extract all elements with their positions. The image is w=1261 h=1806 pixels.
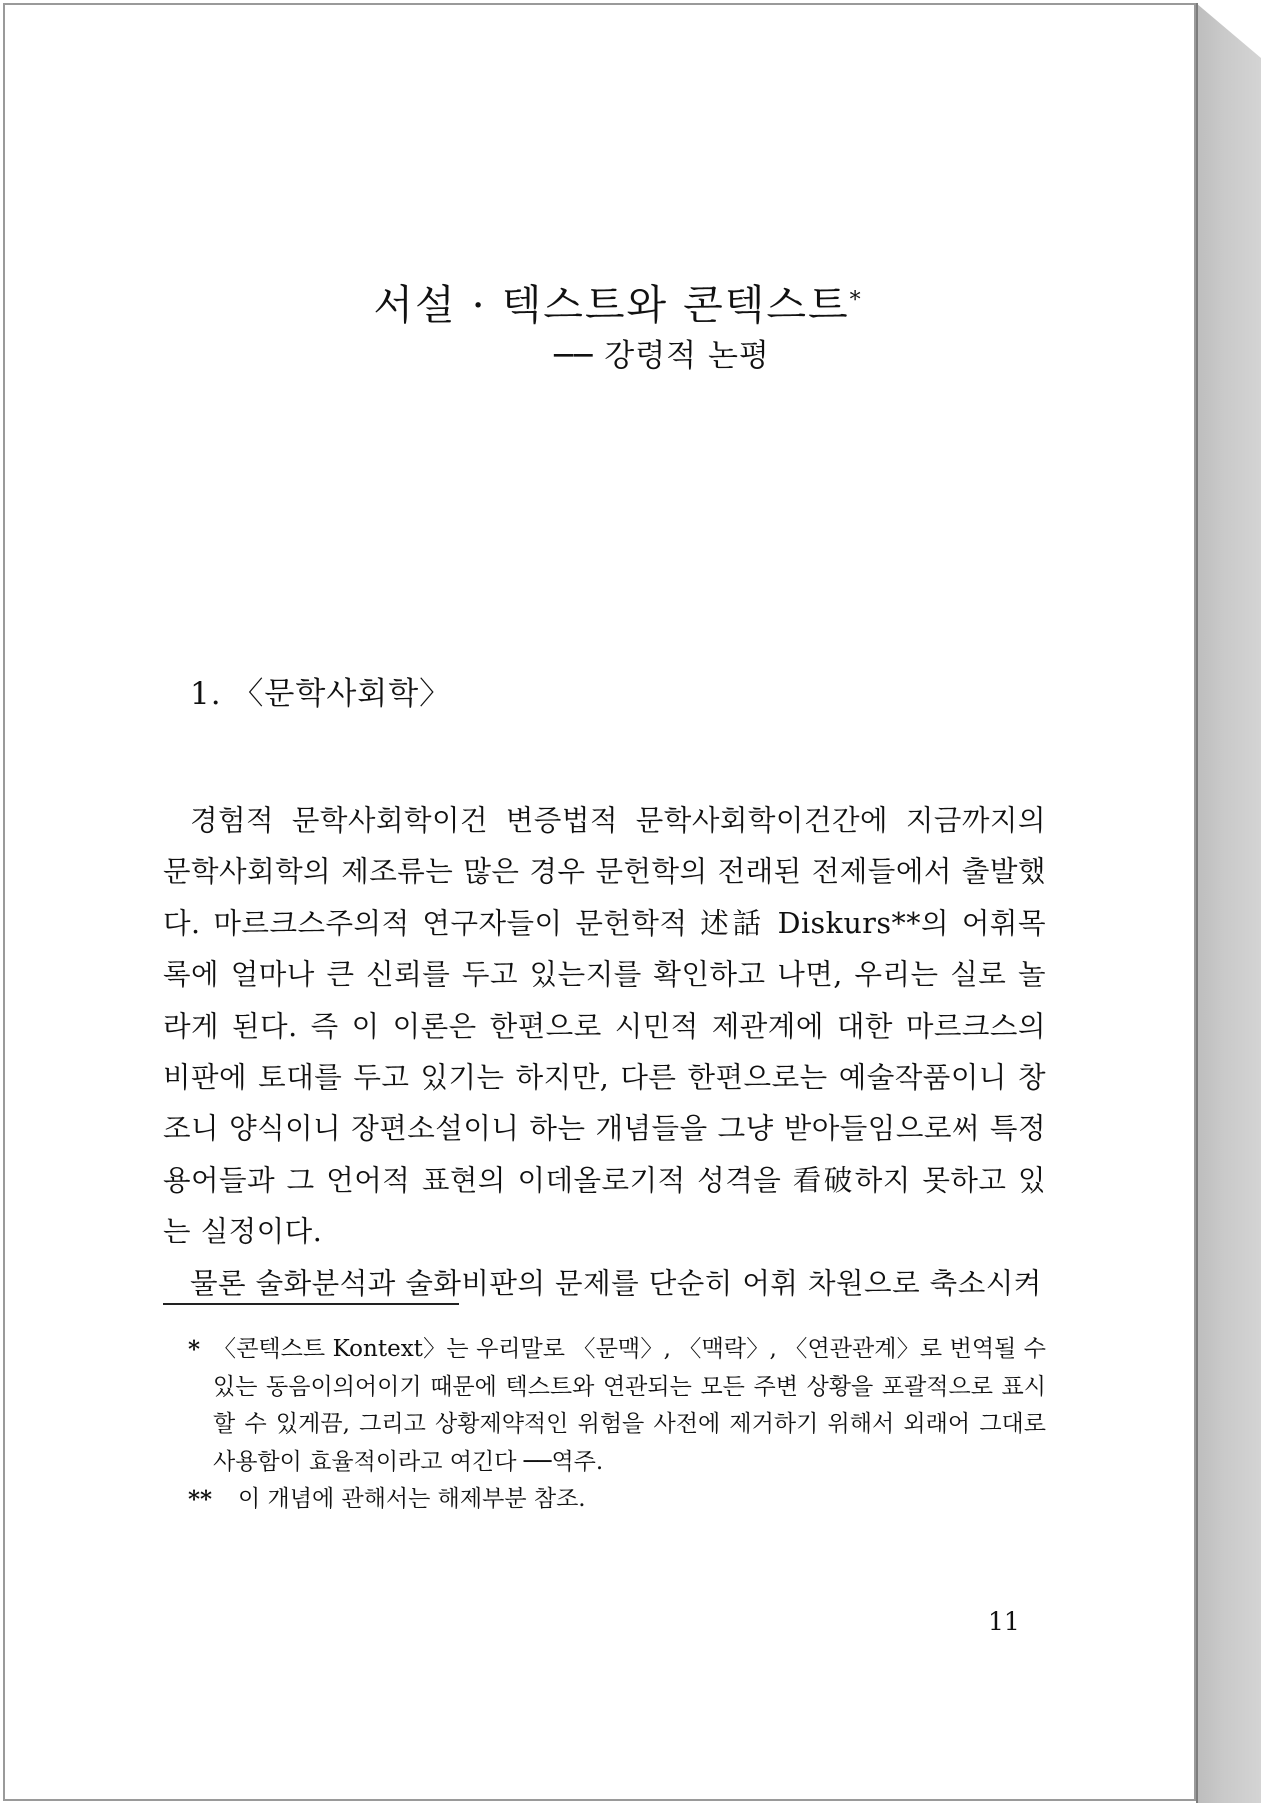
book-edge: [1196, 3, 1261, 1803]
footnote-text: 이 개념에 관해서는 해제부분 참조.: [238, 1486, 586, 1512]
chapter-title-text: 서설 · 텍스트와 콘텍스트: [373, 281, 850, 329]
body-text: [163, 795, 1046, 1309]
footnote-item: [188, 1331, 1046, 1481]
footnotes: [188, 1331, 1046, 1519]
chapter-title: [40, 278, 1196, 332]
page-number: 11: [988, 1607, 1020, 1636]
chapter-title-block: [0, 278, 1196, 380]
paragraph: 경험적 문학사회학이건 변증법적 문학사회학이건간에 지금까지의 문학사회학의 제조류는 많은 경우 문헌학의 전래된 전제들에서 출발했다. 마르크스주의적 연구자들이 문헌학적 述話 Diskurs**의 어휘목록에 얼마나 큰 신뢰를 두고 있는지를 확인하고 나면, 우리는 실로 놀라게 된다. 즉 이 이론은 한편으로 시민적 제관계에 대한 마르크스의 비판에 토대를 두고 있기는 하지만, 다른 한편으로는 예술작품이니 창조니 양식이니 장편소설이니 하는 개념들을 그냥 받아들임으로써 특정 용어들과 그 언어적 표현의 이데올로기적 성격을 看破하지 못하고 있는 실정이다.: [163, 804, 1046, 1249]
book-edge-line: [1196, 3, 1198, 1803]
title-footnote-marker: *: [849, 288, 863, 313]
section-heading: 1. 〈문학사회학〉: [190, 676, 452, 712]
chapter-subtitle: ── 강령적 논평: [554, 338, 770, 374]
footnote-divider: [163, 1303, 459, 1305]
footnote-mark: *: [188, 1336, 201, 1363]
paragraph: 물론 술화분석과 술화비판의 문제를 단순히 어휘 차원으로 축소시켜: [190, 1266, 1042, 1300]
footnote-item: [188, 1481, 1046, 1519]
footnote-text: 〈콘텍스트 Kontext〉는 우리말로 〈문맥〉, 〈맥락〉, 〈연관관계〉로 번역될 수 있는 동음이의어이기 때문에 텍스트와 연관되는 모든 주변 상황을 포괄적으로 표시할 수 있게끔, 그리고 상황제약적인 위험을 사전에 제거하기 위해서 외래어 그대로 사용함이 효율적이라고 여긴다 ──역주.: [213, 1336, 1046, 1475]
footnote-mark: **: [188, 1486, 213, 1513]
